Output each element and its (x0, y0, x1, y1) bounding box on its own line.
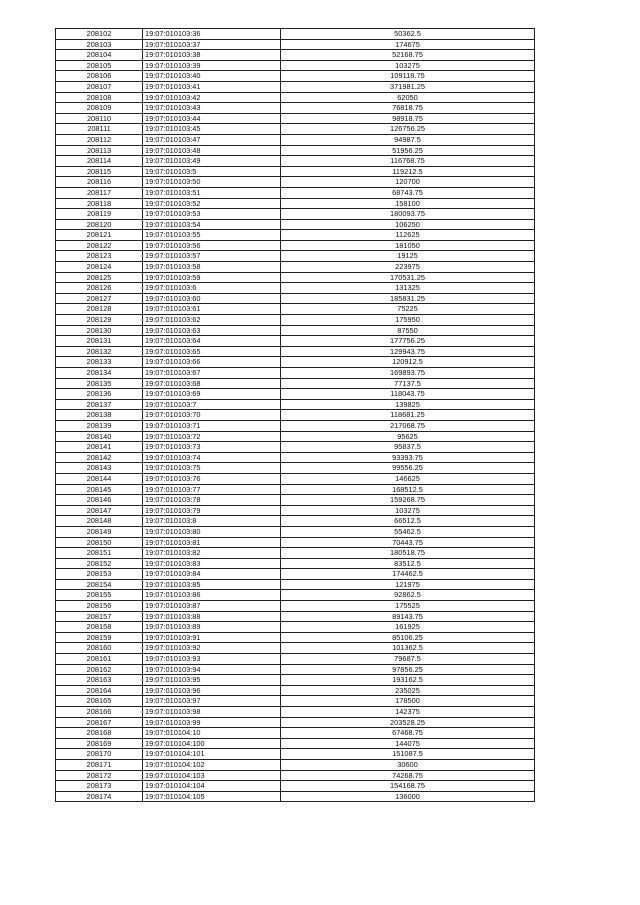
cadastral-number-cell: 19:07:010103:8 (143, 516, 281, 527)
row-number-cell: 208131 (56, 336, 143, 347)
row-number-cell: 208124 (56, 262, 143, 273)
value-cell: 154168.75 (281, 781, 535, 792)
table-row (56, 230, 535, 241)
value-cell: 83512.5 (281, 558, 535, 569)
cadastral-number-cell: 19:07:010103:84 (143, 569, 281, 580)
table-row (56, 781, 535, 792)
table-row (56, 39, 535, 50)
value-cell: 185831.25 (281, 293, 535, 304)
value-cell: 180518.75 (281, 548, 535, 559)
table-row (56, 315, 535, 326)
row-number-cell: 208165 (56, 696, 143, 707)
value-cell: 106250 (281, 219, 535, 230)
cadastral-number-cell: 19:07:010103:80 (143, 526, 281, 537)
row-number-cell: 208147 (56, 505, 143, 516)
cadastral-number-cell: 19:07:010103:78 (143, 495, 281, 506)
value-cell: 175525 (281, 601, 535, 612)
row-number-cell: 208111 (56, 124, 143, 135)
cadastral-number-cell: 19:07:010103:36 (143, 29, 281, 40)
cadastral-number-cell: 19:07:010103:7 (143, 399, 281, 410)
value-cell: 93393.75 (281, 452, 535, 463)
table-row (56, 346, 535, 357)
row-number-cell: 208160 (56, 643, 143, 654)
value-cell: 120912.5 (281, 357, 535, 368)
cadastral-number-cell: 19:07:010103:82 (143, 548, 281, 559)
row-number-cell: 208171 (56, 759, 143, 770)
cadastral-number-cell: 19:07:010103:92 (143, 643, 281, 654)
row-number-cell: 208148 (56, 516, 143, 527)
table-row (56, 696, 535, 707)
row-number-cell: 208158 (56, 622, 143, 633)
row-number-cell: 208142 (56, 452, 143, 463)
cadastral-number-cell: 19:07:010103:48 (143, 145, 281, 156)
row-number-cell: 208170 (56, 749, 143, 760)
cadastral-number-cell: 19:07:010103:37 (143, 39, 281, 50)
row-number-cell: 208174 (56, 791, 143, 802)
value-cell: 169893.75 (281, 368, 535, 379)
cadastral-number-cell: 19:07:010103:44 (143, 113, 281, 124)
table-row (56, 643, 535, 654)
row-number-cell: 208130 (56, 325, 143, 336)
cadastral-number-cell: 19:07:010104:100 (143, 738, 281, 749)
cadastral-number-cell: 19:07:010103:97 (143, 696, 281, 707)
table-row (56, 71, 535, 82)
cadastral-number-cell: 19:07:010103:70 (143, 410, 281, 421)
row-number-cell: 208117 (56, 187, 143, 198)
value-cell: 75225 (281, 304, 535, 315)
value-cell: 142375 (281, 707, 535, 718)
value-cell: 371981.25 (281, 81, 535, 92)
value-cell: 85106.25 (281, 632, 535, 643)
value-cell: 68743.75 (281, 187, 535, 198)
table-row (56, 410, 535, 421)
row-number-cell: 208155 (56, 590, 143, 601)
row-number-cell: 208144 (56, 473, 143, 484)
table-row (56, 378, 535, 389)
value-cell: 89143.75 (281, 611, 535, 622)
table-row (56, 442, 535, 453)
cadastral-number-cell: 19:07:010103:99 (143, 717, 281, 728)
cadastral-number-cell: 19:07:010104:105 (143, 791, 281, 802)
table-row (56, 166, 535, 177)
row-number-cell: 208135 (56, 378, 143, 389)
table-row (56, 473, 535, 484)
value-cell: 168512.5 (281, 484, 535, 495)
row-number-cell: 208143 (56, 463, 143, 474)
row-number-cell: 208161 (56, 654, 143, 665)
table-row (56, 632, 535, 643)
cadastral-number-cell: 19:07:010103:74 (143, 452, 281, 463)
cadastral-number-cell: 19:07:010103:62 (143, 315, 281, 326)
cadastral-number-cell: 19:07:010103:41 (143, 81, 281, 92)
value-cell: 55462.5 (281, 526, 535, 537)
row-number-cell: 208105 (56, 60, 143, 71)
cadastral-number-cell: 19:07:010103:89 (143, 622, 281, 633)
value-cell: 70443.75 (281, 537, 535, 548)
table-row (56, 495, 535, 506)
table-row (56, 60, 535, 71)
row-number-cell: 208110 (56, 113, 143, 124)
row-number-cell: 208154 (56, 579, 143, 590)
row-number-cell: 208139 (56, 420, 143, 431)
table-row (56, 240, 535, 251)
table-row (56, 304, 535, 315)
value-cell: 62050 (281, 92, 535, 103)
table-row (56, 728, 535, 739)
cadastral-number-cell: 19:07:010103:52 (143, 198, 281, 209)
row-number-cell: 208125 (56, 272, 143, 283)
value-cell: 52168.75 (281, 50, 535, 61)
table-row (56, 156, 535, 167)
table-row (56, 50, 535, 61)
table-row (56, 420, 535, 431)
value-cell: 121975 (281, 579, 535, 590)
row-number-cell: 208145 (56, 484, 143, 495)
row-number-cell: 208159 (56, 632, 143, 643)
cadastral-number-cell: 19:07:010103:57 (143, 251, 281, 262)
row-number-cell: 208107 (56, 81, 143, 92)
table-row (56, 262, 535, 273)
cadastral-number-cell: 19:07:010103:60 (143, 293, 281, 304)
cadastral-number-cell: 19:07:010103:43 (143, 103, 281, 114)
table-row (56, 548, 535, 559)
value-cell: 103275 (281, 60, 535, 71)
cadastral-number-cell: 19:07:010103:87 (143, 601, 281, 612)
value-cell: 101362.5 (281, 643, 535, 654)
table-row (56, 707, 535, 718)
row-number-cell: 208156 (56, 601, 143, 612)
row-number-cell: 208128 (56, 304, 143, 315)
value-cell: 50362.5 (281, 29, 535, 40)
cadastral-number-cell: 19:07:010103:63 (143, 325, 281, 336)
row-number-cell: 208103 (56, 39, 143, 50)
table-row (56, 611, 535, 622)
row-number-cell: 208162 (56, 664, 143, 675)
value-cell: 193162.5 (281, 675, 535, 686)
table-row (56, 791, 535, 802)
table-row (56, 558, 535, 569)
value-cell: 146625 (281, 473, 535, 484)
value-cell: 175950 (281, 315, 535, 326)
cadastral-number-cell: 19:07:010103:96 (143, 685, 281, 696)
value-cell: 151087.5 (281, 749, 535, 760)
cadastral-number-cell: 19:07:010103:55 (143, 230, 281, 241)
value-cell: 95625 (281, 431, 535, 442)
cadastral-number-cell: 19:07:010103:45 (143, 124, 281, 135)
cadastral-number-cell: 19:07:010103:67 (143, 368, 281, 379)
cadastral-number-cell: 19:07:010103:79 (143, 505, 281, 516)
cadastral-number-cell: 19:07:010103:6 (143, 283, 281, 294)
value-cell: 30600 (281, 759, 535, 770)
value-cell: 94987.5 (281, 134, 535, 145)
table-row (56, 293, 535, 304)
cadastral-number-cell: 19:07:010103:64 (143, 336, 281, 347)
table-row (56, 452, 535, 463)
cadastral-number-cell: 19:07:010103:47 (143, 134, 281, 145)
row-number-cell: 208166 (56, 707, 143, 718)
cadastral-number-cell: 19:07:010103:50 (143, 177, 281, 188)
table-row (56, 749, 535, 760)
value-cell: 223975 (281, 262, 535, 273)
table-row (56, 251, 535, 262)
value-cell: 180093.75 (281, 209, 535, 220)
value-cell: 235025 (281, 685, 535, 696)
cadastral-number-cell: 19:07:010103:53 (143, 209, 281, 220)
row-number-cell: 208113 (56, 145, 143, 156)
table-row (56, 579, 535, 590)
value-cell: 77137.5 (281, 378, 535, 389)
row-number-cell: 208136 (56, 389, 143, 400)
row-number-cell: 208140 (56, 431, 143, 442)
value-cell: 131325 (281, 283, 535, 294)
table-row (56, 325, 535, 336)
cadastral-number-cell: 19:07:010103:54 (143, 219, 281, 230)
table-row (56, 654, 535, 665)
cadastral-number-cell: 19:07:010103:98 (143, 707, 281, 718)
table-row (56, 622, 535, 633)
row-number-cell: 208149 (56, 526, 143, 537)
row-number-cell: 208116 (56, 177, 143, 188)
cadastral-number-cell: 19:07:010103:66 (143, 357, 281, 368)
value-cell: 112625 (281, 230, 535, 241)
value-cell: 129943.75 (281, 346, 535, 357)
value-cell: 170531.25 (281, 272, 535, 283)
value-cell: 51956.25 (281, 145, 535, 156)
data-table (55, 28, 535, 802)
value-cell: 203528.25 (281, 717, 535, 728)
value-cell: 161925 (281, 622, 535, 633)
value-cell: 144075 (281, 738, 535, 749)
value-cell: 95837.5 (281, 442, 535, 453)
cadastral-number-cell: 19:07:010103:73 (143, 442, 281, 453)
row-number-cell: 208104 (56, 50, 143, 61)
cadastral-number-cell: 19:07:010104:104 (143, 781, 281, 792)
cadastral-number-cell: 19:07:010103:94 (143, 664, 281, 675)
value-cell: 74268.75 (281, 770, 535, 781)
cadastral-number-cell: 19:07:010104:103 (143, 770, 281, 781)
cadastral-number-cell: 19:07:010103:38 (143, 50, 281, 61)
row-number-cell: 208137 (56, 399, 143, 410)
cadastral-number-cell: 19:07:010103:65 (143, 346, 281, 357)
value-cell: 217068.75 (281, 420, 535, 431)
row-number-cell: 208151 (56, 548, 143, 559)
cadastral-number-cell: 19:07:010103:42 (143, 92, 281, 103)
table-row (56, 113, 535, 124)
table-row (56, 590, 535, 601)
row-number-cell: 208120 (56, 219, 143, 230)
table-row (56, 399, 535, 410)
row-number-cell: 208127 (56, 293, 143, 304)
row-number-cell: 208150 (56, 537, 143, 548)
table-row (56, 685, 535, 696)
value-cell: 118043.75 (281, 389, 535, 400)
cadastral-number-cell: 19:07:010103:81 (143, 537, 281, 548)
row-number-cell: 208133 (56, 357, 143, 368)
row-number-cell: 208114 (56, 156, 143, 167)
row-number-cell: 208138 (56, 410, 143, 421)
row-number-cell: 208169 (56, 738, 143, 749)
value-cell: 98918.75 (281, 113, 535, 124)
row-number-cell: 208173 (56, 781, 143, 792)
table-row (56, 81, 535, 92)
cadastral-number-cell: 19:07:010103:76 (143, 473, 281, 484)
row-number-cell: 208126 (56, 283, 143, 294)
table-row (56, 431, 535, 442)
table-row (56, 759, 535, 770)
row-number-cell: 208153 (56, 569, 143, 580)
row-number-cell: 208164 (56, 685, 143, 696)
table-row (56, 124, 535, 135)
value-cell: 109118.75 (281, 71, 535, 82)
row-number-cell: 208168 (56, 728, 143, 739)
row-number-cell: 208172 (56, 770, 143, 781)
cadastral-number-cell: 19:07:010104:101 (143, 749, 281, 760)
value-cell: 87550 (281, 325, 535, 336)
table-row (56, 103, 535, 114)
table-row (56, 368, 535, 379)
table-row (56, 526, 535, 537)
table-row (56, 738, 535, 749)
table-body (56, 29, 535, 802)
cadastral-number-cell: 19:07:010103:51 (143, 187, 281, 198)
table-row (56, 601, 535, 612)
table-row (56, 505, 535, 516)
cadastral-number-cell: 19:07:010103:68 (143, 378, 281, 389)
value-cell: 97856.25 (281, 664, 535, 675)
row-number-cell: 208163 (56, 675, 143, 686)
cadastral-number-cell: 19:07:010103:59 (143, 272, 281, 283)
value-cell: 79687.5 (281, 654, 535, 665)
table-row (56, 283, 535, 294)
cadastral-number-cell: 19:07:010103:71 (143, 420, 281, 431)
table-row (56, 537, 535, 548)
table-row (56, 463, 535, 474)
value-cell: 66512.5 (281, 516, 535, 527)
cadastral-number-cell: 19:07:010103:49 (143, 156, 281, 167)
row-number-cell: 208141 (56, 442, 143, 453)
value-cell: 19125 (281, 251, 535, 262)
table-row (56, 569, 535, 580)
table-row (56, 272, 535, 283)
cadastral-number-cell: 19:07:010103:86 (143, 590, 281, 601)
value-cell: 159268.75 (281, 495, 535, 506)
cadastral-number-cell: 19:07:010103:39 (143, 60, 281, 71)
cadastral-number-cell: 19:07:010103:40 (143, 71, 281, 82)
value-cell: 178500 (281, 696, 535, 707)
value-cell: 136000 (281, 791, 535, 802)
table-row (56, 717, 535, 728)
table-row (56, 209, 535, 220)
value-cell: 177756.25 (281, 336, 535, 347)
value-cell: 76818.75 (281, 103, 535, 114)
table-row (56, 187, 535, 198)
cadastral-number-cell: 19:07:010103:75 (143, 463, 281, 474)
value-cell: 118681.25 (281, 410, 535, 421)
row-number-cell: 208152 (56, 558, 143, 569)
cadastral-number-cell: 19:07:010103:72 (143, 431, 281, 442)
row-number-cell: 208132 (56, 346, 143, 357)
table-row (56, 92, 535, 103)
value-cell: 92862.5 (281, 590, 535, 601)
value-cell: 120700 (281, 177, 535, 188)
row-number-cell: 208157 (56, 611, 143, 622)
cadastral-number-cell: 19:07:010103:5 (143, 166, 281, 177)
row-number-cell: 208102 (56, 29, 143, 40)
table-row (56, 198, 535, 209)
row-number-cell: 208146 (56, 495, 143, 506)
row-number-cell: 208115 (56, 166, 143, 177)
value-cell: 139825 (281, 399, 535, 410)
row-number-cell: 208134 (56, 368, 143, 379)
cadastral-number-cell: 19:07:010103:88 (143, 611, 281, 622)
row-number-cell: 208108 (56, 92, 143, 103)
value-cell: 181050 (281, 240, 535, 251)
value-cell: 174675 (281, 39, 535, 50)
row-number-cell: 208112 (56, 134, 143, 145)
cadastral-number-cell: 19:07:010104:10 (143, 728, 281, 739)
row-number-cell: 208121 (56, 230, 143, 241)
table-row (56, 389, 535, 400)
row-number-cell: 208167 (56, 717, 143, 728)
row-number-cell: 208123 (56, 251, 143, 262)
cadastral-number-cell: 19:07:010103:83 (143, 558, 281, 569)
cadastral-number-cell: 19:07:010103:77 (143, 484, 281, 495)
value-cell: 116768.75 (281, 156, 535, 167)
row-number-cell: 208118 (56, 198, 143, 209)
cadastral-number-cell: 19:07:010103:69 (143, 389, 281, 400)
table-row (56, 134, 535, 145)
cadastral-number-cell: 19:07:010103:85 (143, 579, 281, 590)
cadastral-number-cell: 19:07:010103:61 (143, 304, 281, 315)
row-number-cell: 208109 (56, 103, 143, 114)
table-row (56, 484, 535, 495)
table-row (56, 336, 535, 347)
table-row (56, 177, 535, 188)
value-cell: 174462.5 (281, 569, 535, 580)
table-row (56, 145, 535, 156)
cadastral-number-cell: 19:07:010103:93 (143, 654, 281, 665)
value-cell: 119212.5 (281, 166, 535, 177)
table-row (56, 770, 535, 781)
row-number-cell: 208129 (56, 315, 143, 326)
table-row (56, 516, 535, 527)
value-cell: 158100 (281, 198, 535, 209)
cadastral-number-cell: 19:07:010104:102 (143, 759, 281, 770)
row-number-cell: 208122 (56, 240, 143, 251)
cadastral-number-cell: 19:07:010103:56 (143, 240, 281, 251)
value-cell: 126756.25 (281, 124, 535, 135)
cadastral-number-cell: 19:07:010103:58 (143, 262, 281, 273)
row-number-cell: 208106 (56, 71, 143, 82)
table-row (56, 675, 535, 686)
value-cell: 99556.25 (281, 463, 535, 474)
table-row (56, 219, 535, 230)
cadastral-number-cell: 19:07:010103:91 (143, 632, 281, 643)
table-row (56, 29, 535, 40)
table-row (56, 357, 535, 368)
cadastral-number-cell: 19:07:010103:95 (143, 675, 281, 686)
table-row (56, 664, 535, 675)
row-number-cell: 208119 (56, 209, 143, 220)
value-cell: 103275 (281, 505, 535, 516)
value-cell: 67468.75 (281, 728, 535, 739)
